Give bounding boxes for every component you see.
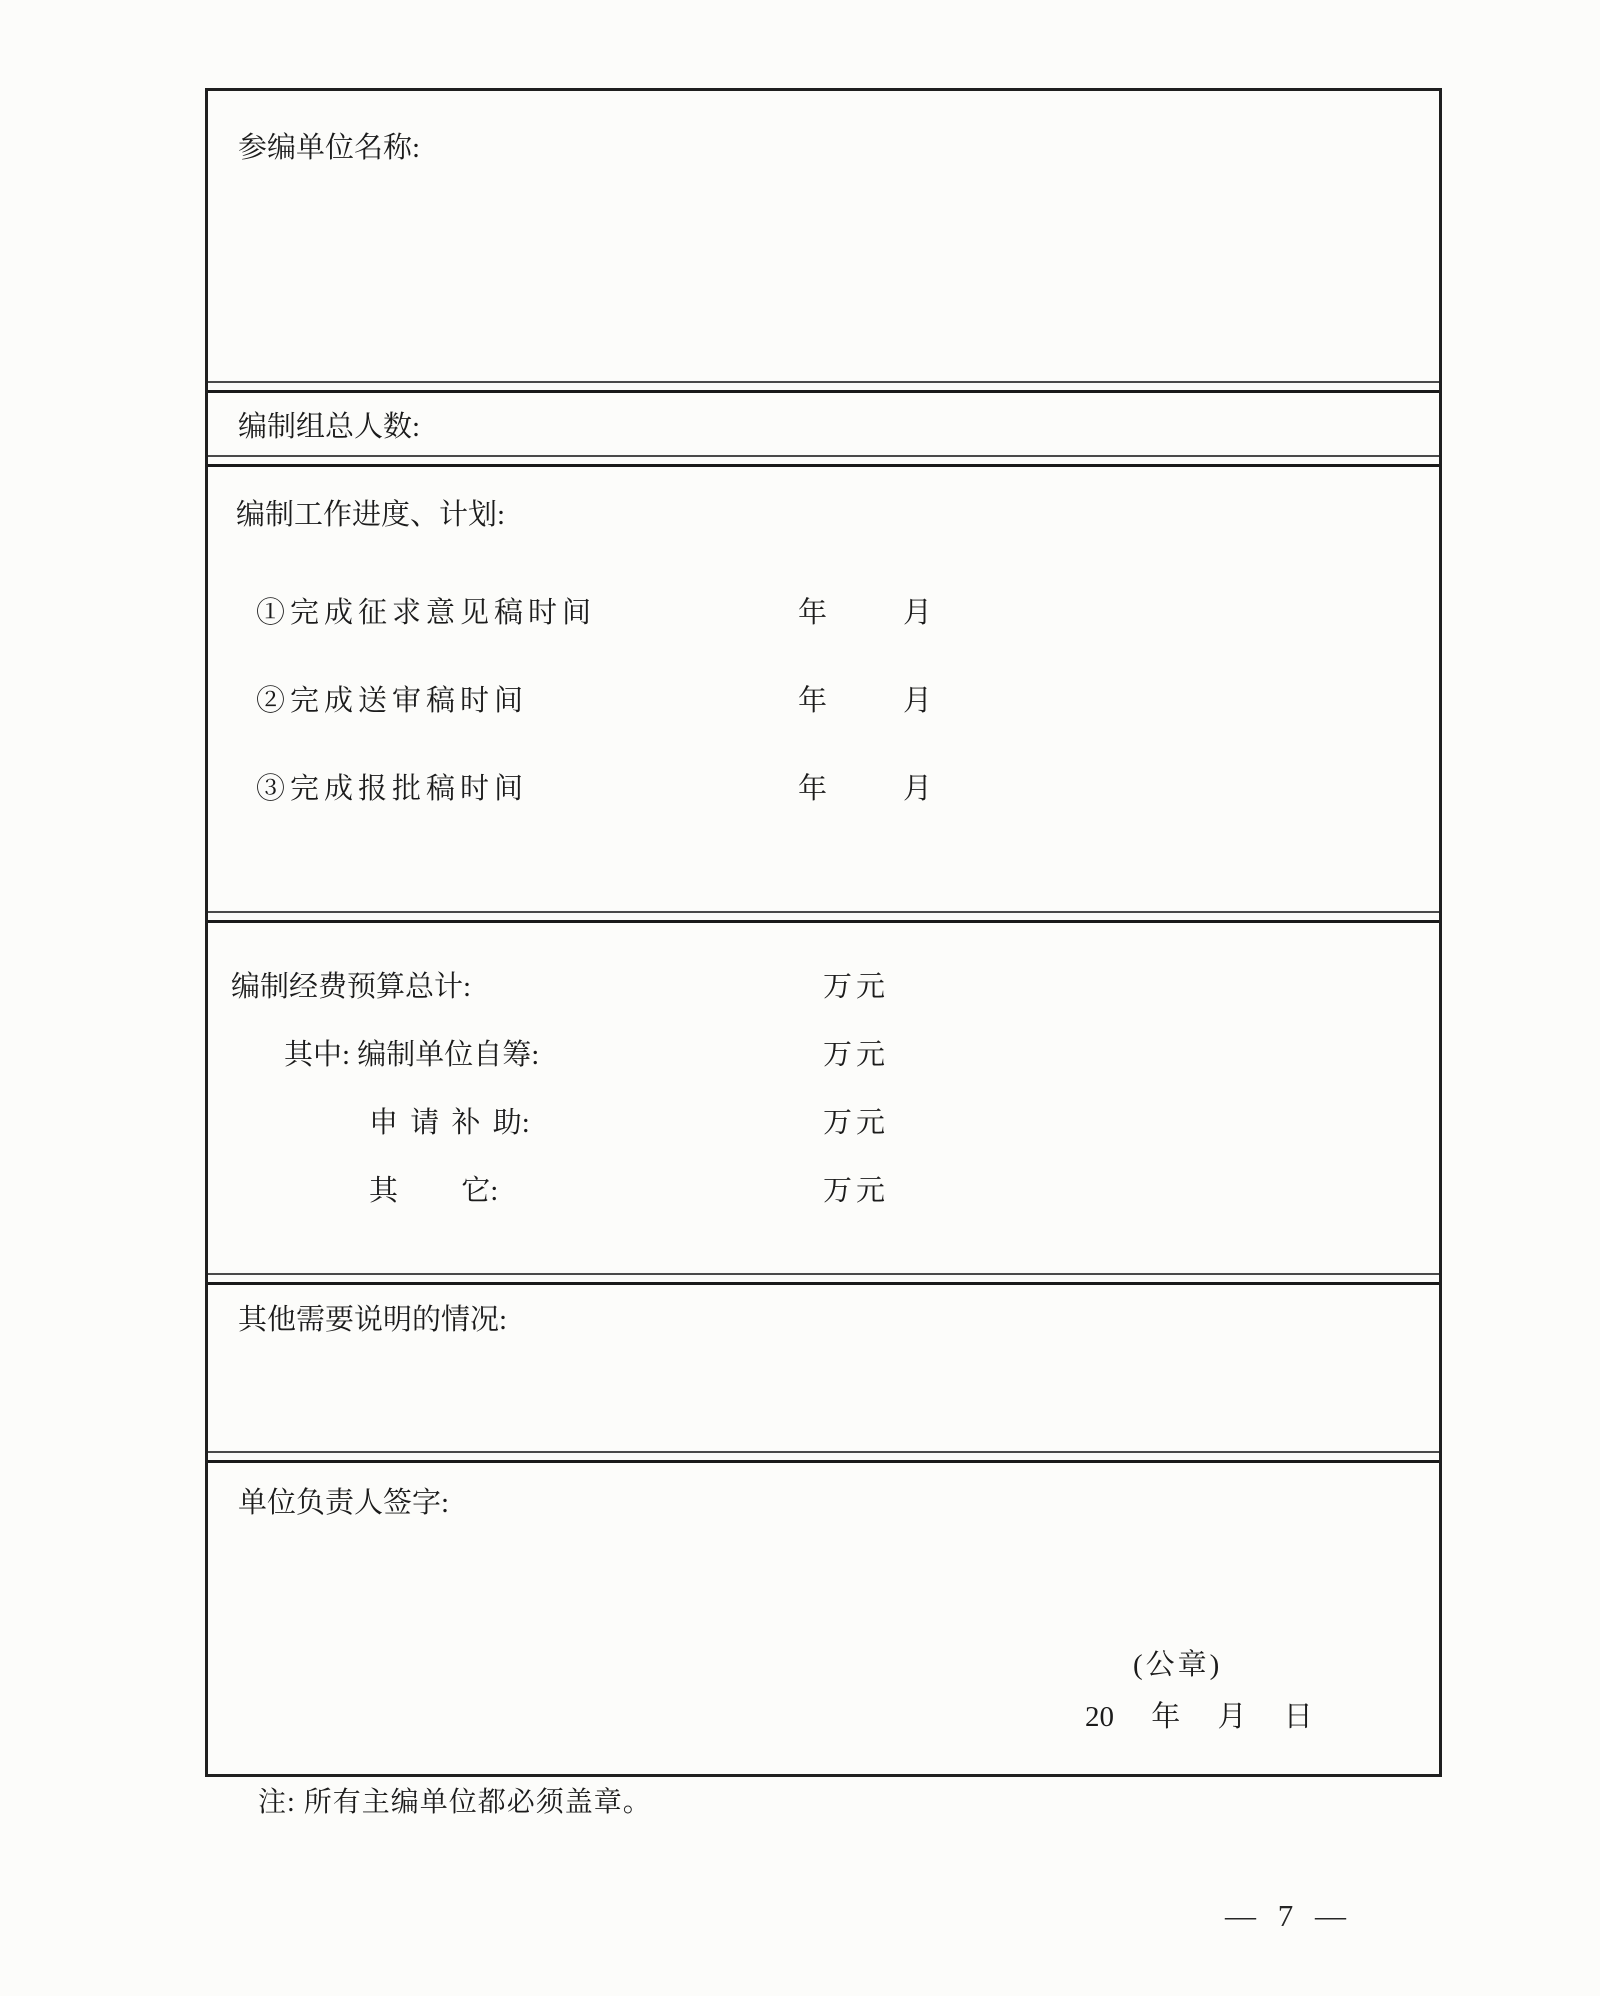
budget-line-self-raised: [208, 1040, 1439, 1070]
schedule-item-approval-draft: [208, 774, 1439, 804]
budget-line-label: 其中: 编制单位自筹:: [284, 1039, 540, 1071]
other-notes-label: 其他需要说明的情况:: [238, 1304, 508, 1336]
year-placeholder: 年: [798, 773, 828, 805]
budget-line-other: [208, 1176, 1439, 1206]
signature-label: 单位负责人签字:: [238, 1487, 450, 1519]
budget-line-label: 编制经费预算总计:: [231, 971, 472, 1003]
budget-line-label: 其 它:: [369, 1175, 499, 1207]
month-placeholder: 月: [903, 597, 933, 629]
row-other-notes: [208, 1285, 1439, 1451]
team-size-label: 编制组总人数:: [238, 411, 421, 443]
year-placeholder: 年: [798, 685, 828, 717]
row-signature: [208, 1463, 1439, 1774]
currency-unit-label: 万元: [823, 1175, 890, 1207]
budget-line-subsidy: [208, 1108, 1439, 1138]
budget-line-total: [208, 972, 1439, 1002]
row-budget: [208, 923, 1439, 1273]
row-divider: [208, 455, 1439, 467]
currency-unit-label: 万元: [823, 1039, 890, 1071]
row-divider: [208, 381, 1439, 393]
month-placeholder: 月: [903, 685, 933, 717]
progress-plan-heading: 编制工作进度、计划:: [236, 499, 506, 531]
row-divider: [208, 1451, 1439, 1463]
row-progress-plan: [208, 467, 1439, 911]
schedule-item-label: ②完成送审稿时间: [256, 685, 529, 717]
official-seal-placeholder: (公章): [1133, 1649, 1223, 1681]
budget-line-label: 申 请 补 助:: [369, 1107, 530, 1139]
schedule-item-label: ①完成征求意见稿时间: [256, 597, 597, 629]
schedule-item-review-draft: [208, 686, 1439, 716]
footnote: 注: 所有主编单位都必须盖章。: [258, 1787, 652, 1818]
row-divider: [208, 911, 1439, 923]
participating-units-label: 参编单位名称:: [238, 132, 421, 164]
page-number: — 7 —: [1225, 1898, 1346, 1933]
schedule-item-draft-for-comment: [208, 598, 1439, 628]
date-placeholder: 20 年 月 日: [1085, 1701, 1313, 1733]
year-placeholder: 年: [798, 597, 828, 629]
currency-unit-label: 万元: [823, 1107, 890, 1139]
schedule-item-label: ③完成报批稿时间: [256, 773, 529, 805]
month-placeholder: 月: [903, 773, 933, 805]
row-team-size: [208, 393, 1439, 455]
application-form-table: [205, 88, 1442, 1777]
row-divider: [208, 1273, 1439, 1285]
row-participating-units: [208, 91, 1439, 381]
currency-unit-label: 万元: [823, 971, 890, 1003]
